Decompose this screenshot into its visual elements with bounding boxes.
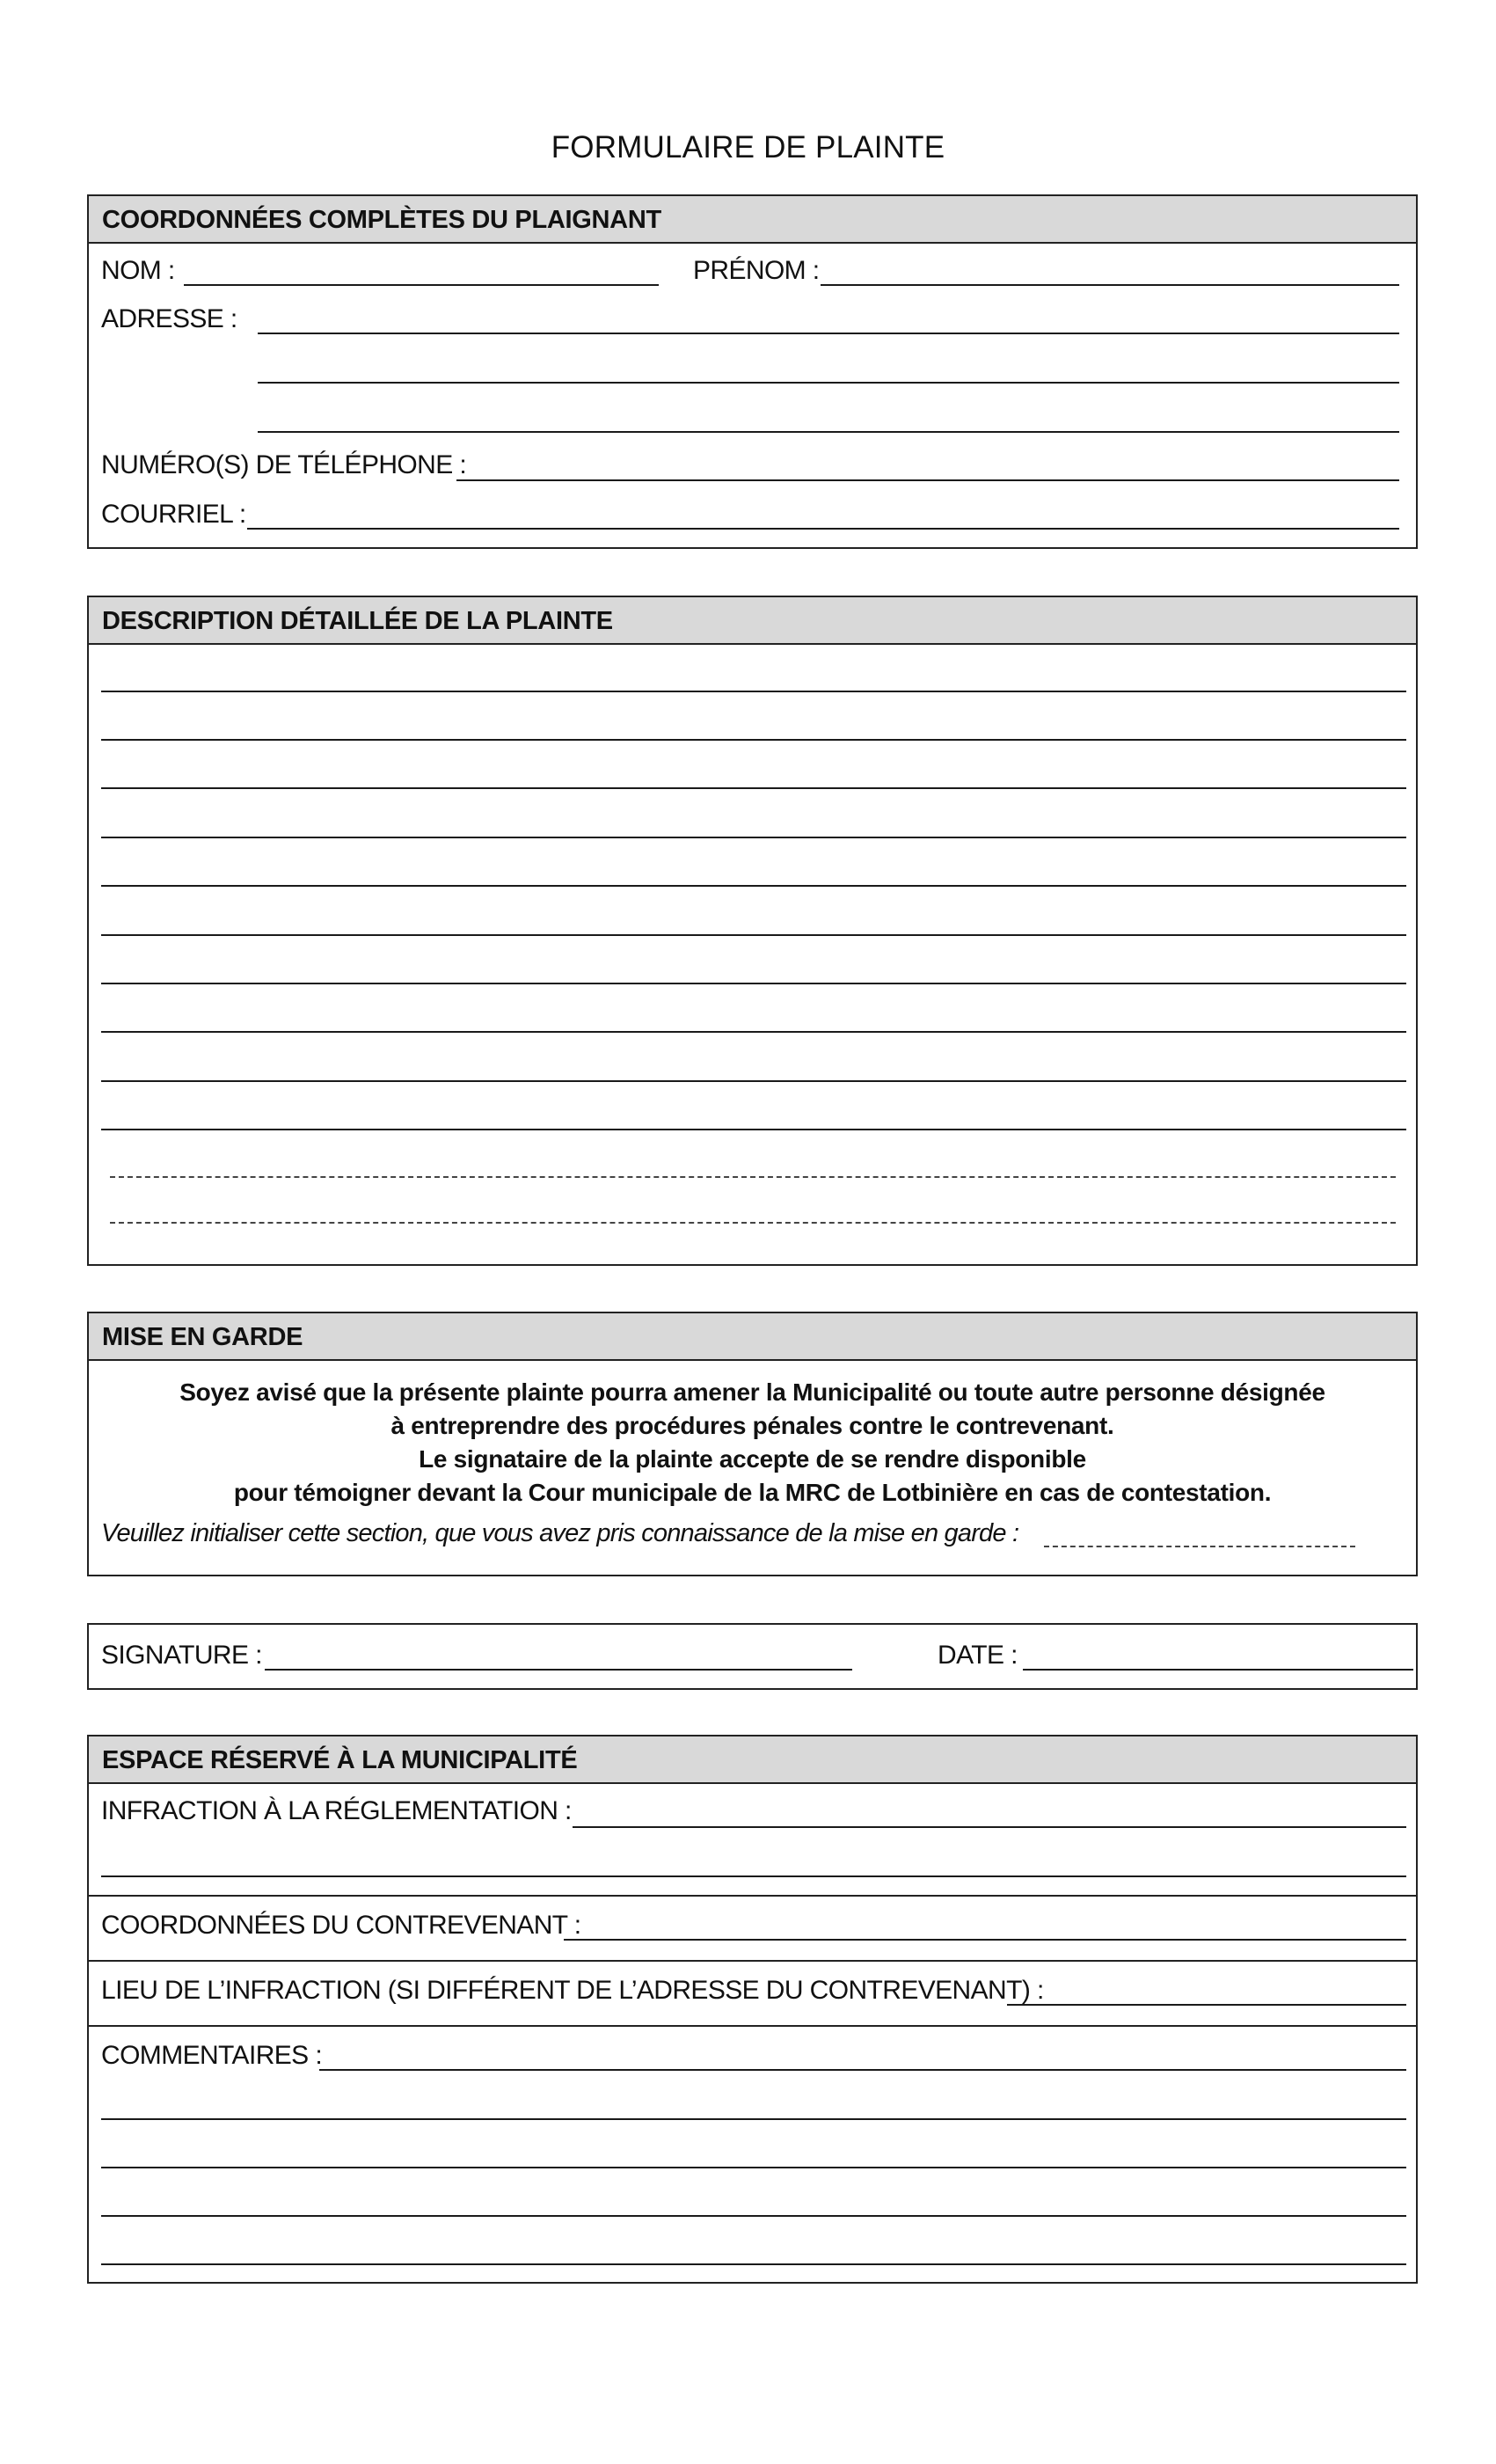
- warning-line-2: à entreprendre des procédures pénales contre le contrevenant.: [390, 1412, 1114, 1439]
- description-section: [87, 596, 1418, 1266]
- commentaires-field-2[interactable]: [101, 2118, 1406, 2120]
- description-line-7[interactable]: [101, 983, 1406, 984]
- commentaires-label: COMMENTAIRES :: [101, 2041, 323, 2070]
- commentaires-field-5[interactable]: [101, 2263, 1406, 2265]
- separator: [89, 2025, 1416, 2027]
- separator: [89, 1960, 1416, 1962]
- description-line-5[interactable]: [101, 885, 1406, 887]
- description-line-11[interactable]: [110, 1176, 1396, 1178]
- commentaires-field-4[interactable]: [101, 2215, 1406, 2217]
- courriel-field[interactable]: [247, 528, 1399, 530]
- telephone-field[interactable]: [456, 479, 1399, 481]
- adresse-label: ADRESSE :: [101, 304, 237, 333]
- commentaires-field-1[interactable]: [319, 2069, 1406, 2071]
- adresse-field-1[interactable]: [258, 333, 1399, 334]
- description-line-3[interactable]: [101, 787, 1406, 789]
- warning-line-1: Soyez avisé que la présente plainte pourra amener la Municipalité ou toute autre personne désignée: [179, 1378, 1325, 1406]
- warning-line-3: Le signataire de la plainte accepte de se rendre disponible: [419, 1445, 1086, 1473]
- description-line-6[interactable]: [101, 934, 1406, 936]
- warning-section: [87, 1312, 1418, 1576]
- warning-line-4: pour témoigner devant la Cour municipale de la MRC de Lotbinière en cas de contestation.: [233, 1479, 1272, 1506]
- description-line-2[interactable]: [101, 739, 1406, 741]
- infraction-label: INFRACTION À LA RÉGLEMENTATION :: [101, 1796, 572, 1825]
- initial-field[interactable]: [1044, 1546, 1355, 1547]
- initial-label: Veuillez initialiser cette section, que vous avez pris connaissance de la mise en garde :: [101, 1519, 1019, 1547]
- complainant-section: [87, 194, 1418, 549]
- date-label: DATE :: [938, 1641, 1018, 1670]
- signature-section: [87, 1623, 1418, 1690]
- lieu-field[interactable]: [1007, 2004, 1406, 2006]
- signature-label: SIGNATURE :: [101, 1641, 262, 1670]
- lieu-label: LIEU DE L’INFRACTION (SI DIFFÉRENT DE L’ADRESSE DU CONTREVENANT) :: [101, 1976, 1044, 2005]
- description-line-8[interactable]: [101, 1031, 1406, 1033]
- infraction-field-1[interactable]: [573, 1826, 1406, 1828]
- courriel-label: COURRIEL :: [101, 500, 246, 529]
- contrevenant-label: COORDONNÉES DU CONTREVENANT :: [101, 1911, 581, 1940]
- description-line-9[interactable]: [101, 1080, 1406, 1082]
- description-line-4[interactable]: [101, 837, 1406, 838]
- prenom-label: PRÉNOM :: [693, 256, 820, 285]
- municipality-header: ESPACE RÉSERVÉ À LA MUNICIPALITÉ: [89, 1736, 1416, 1784]
- signature-field[interactable]: [265, 1669, 852, 1671]
- description-line-12[interactable]: [110, 1222, 1396, 1224]
- adresse-field-3[interactable]: [258, 431, 1399, 433]
- description-line-1[interactable]: [101, 691, 1406, 692]
- nom-field[interactable]: [184, 284, 659, 286]
- separator: [89, 1895, 1416, 1897]
- adresse-field-2[interactable]: [258, 382, 1399, 384]
- infraction-field-2[interactable]: [101, 1875, 1406, 1877]
- prenom-field[interactable]: [821, 284, 1399, 286]
- page-title: FORMULAIRE DE PLAINTE: [551, 130, 945, 165]
- telephone-label: NUMÉRO(S) DE TÉLÉPHONE :: [101, 450, 467, 479]
- complainant-header: COORDONNÉES COMPLÈTES DU PLAIGNANT: [89, 196, 1416, 244]
- municipality-section: [87, 1735, 1418, 2284]
- description-header: DESCRIPTION DÉTAILLÉE DE LA PLAINTE: [89, 597, 1416, 645]
- commentaires-field-3[interactable]: [101, 2167, 1406, 2168]
- description-line-10[interactable]: [101, 1129, 1406, 1130]
- nom-label: NOM :: [101, 256, 175, 285]
- contrevenant-field[interactable]: [564, 1939, 1406, 1941]
- date-field[interactable]: [1023, 1669, 1413, 1671]
- warning-header: MISE EN GARDE: [89, 1313, 1416, 1361]
